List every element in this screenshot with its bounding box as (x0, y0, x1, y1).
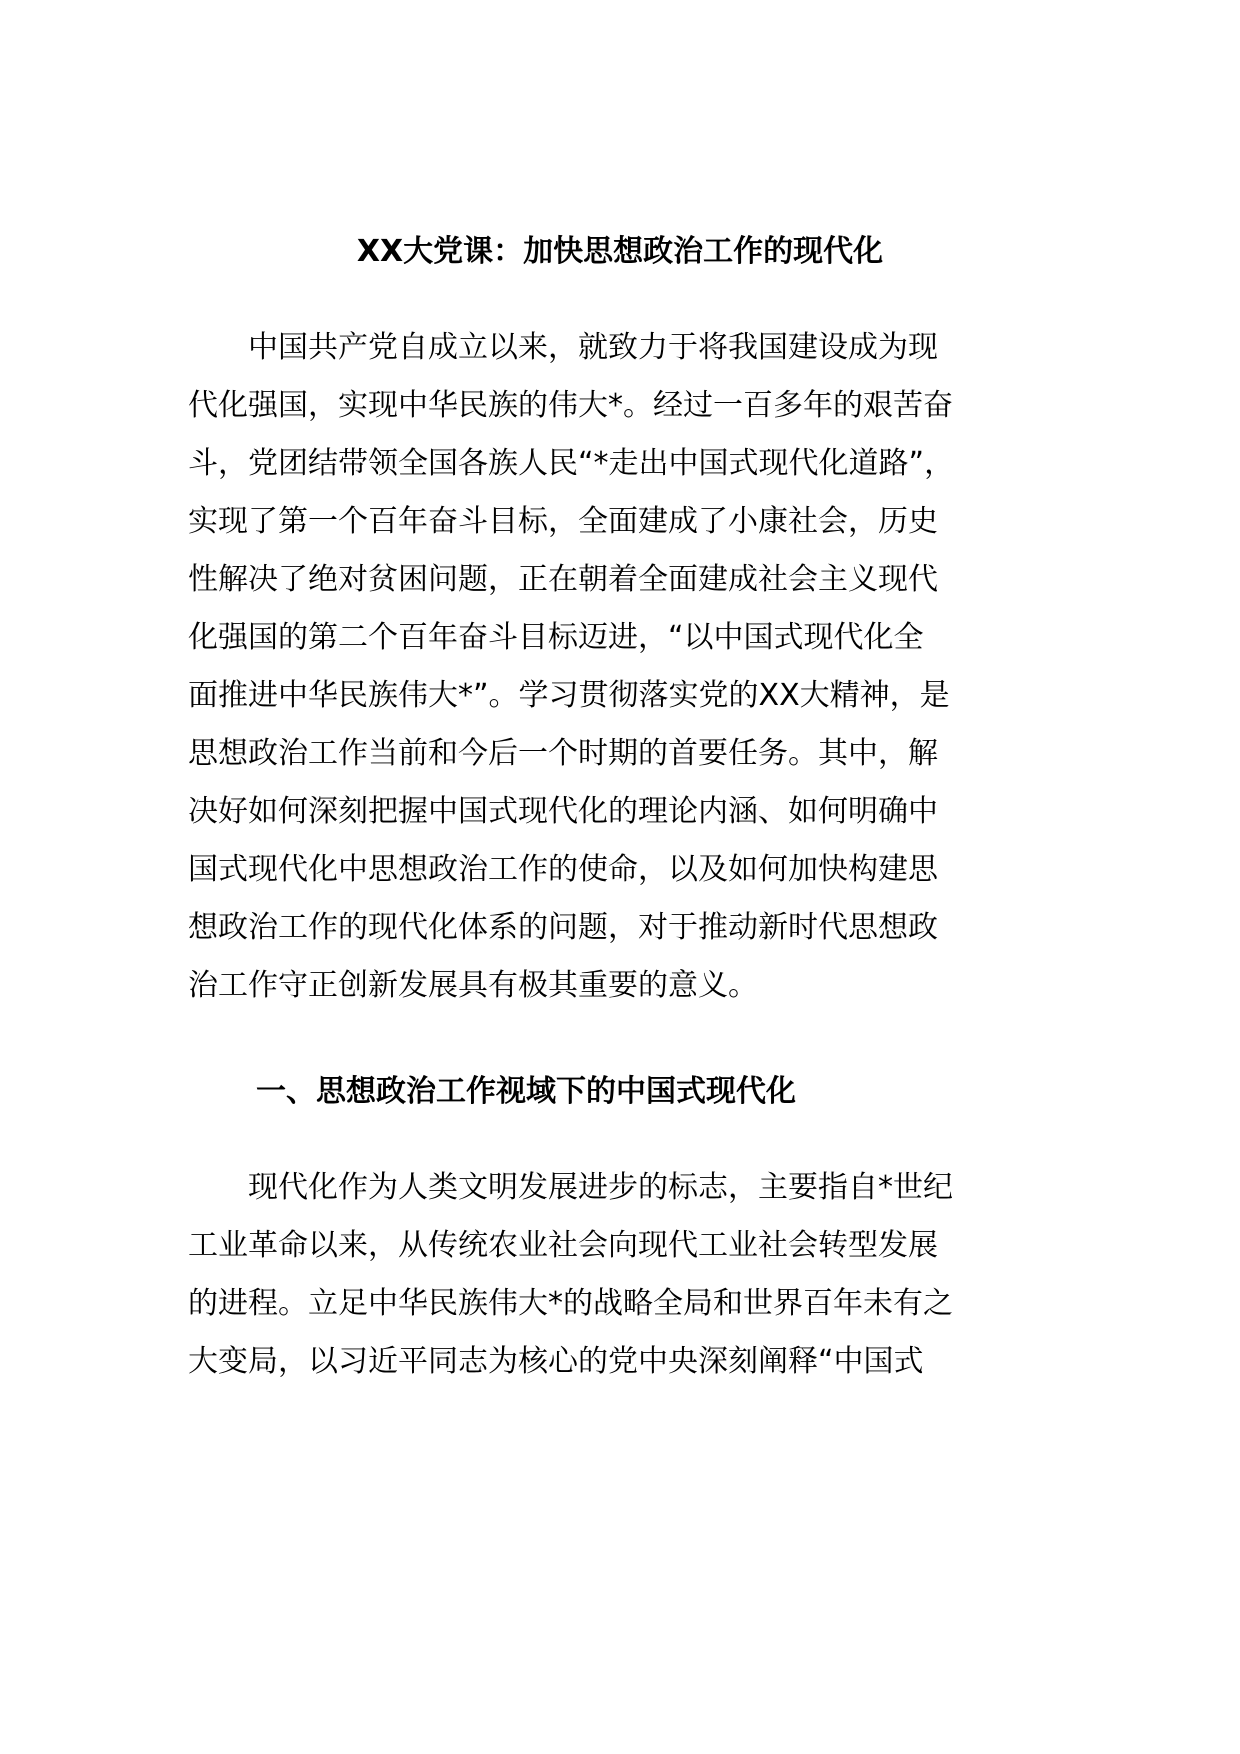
paragraph-line: 大变局，以习近平同志为核心的党中央深刻阐释“中国式 (188, 1344, 924, 1379)
paragraph-line: 思想政治工作当前和今后一个时期的首要任务。其中，解 (188, 736, 938, 771)
paragraph-line: 想政治工作的现代化体系的问题，对于推动新时代思想政 (188, 910, 938, 945)
paragraph-line: 面推进中华民族伟大*”。学习贯彻落实党的XX大精神，是 (188, 678, 950, 713)
paragraph-line: 的进程。立足中华民族伟大*的战略全局和世界百年未有之 (188, 1286, 953, 1321)
paragraph-line: 工业革命以来，从传统农业社会向现代工业社会转型发展 (188, 1228, 938, 1263)
section-heading: 一、思想政治工作视域下的中国式现代化 (256, 1074, 796, 1109)
paragraph-line: 性解决了绝对贫困问题，正在朝着全面建成社会主义现代 (188, 562, 938, 597)
paragraph-line: 现代化作为人类文明发展进步的标志，主要指自*世纪 (188, 1170, 953, 1205)
document-title: XX大党课：加快思想政治工作的现代化 (356, 234, 884, 269)
paragraph-line: 决好如何深刻把握中国式现代化的理论内涵、如何明确中 (188, 794, 938, 829)
paragraph-line: 实现了第一个百年奋斗目标，全面建成了小康社会，历史 (188, 504, 938, 539)
paragraph-line: 治工作守正创新发展具有极其重要的意义。 (188, 968, 758, 1003)
paragraph-line: 化强国的第二个百年奋斗目标迈进，“以中国式现代化全 (188, 620, 924, 655)
paragraph-line: 斗，党团结带领全国各族人民“*走出中国式现代化道路”， (188, 446, 955, 481)
paragraph-line: 国式现代化中思想政治工作的使命，以及如何加快构建思 (188, 852, 938, 887)
paragraph-line: 代化强国，实现中华民族的伟大*。经过一百多年的艰苦奋 (188, 388, 953, 423)
paragraph-line: 中国共产党自成立以来，就致力于将我国建设成为现 (188, 330, 938, 365)
